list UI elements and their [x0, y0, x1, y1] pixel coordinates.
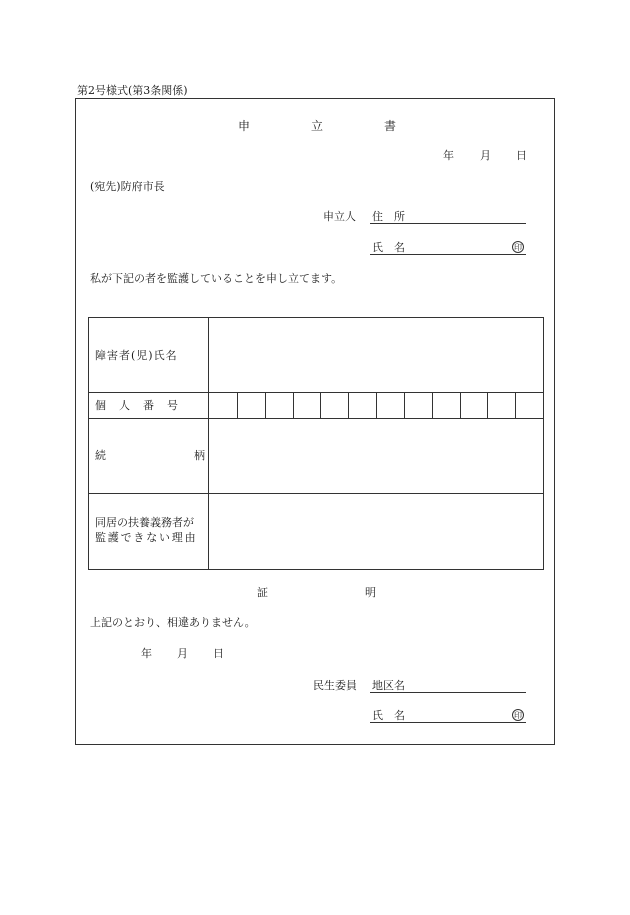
- date-day-label: 日: [516, 149, 527, 162]
- individual-number-digit-box[interactable]: [404, 393, 432, 418]
- title-char-2: 立: [311, 119, 324, 133]
- individual-number-digit-box[interactable]: [487, 393, 515, 418]
- certification-month-label: 月: [177, 647, 188, 660]
- certification-heading-char-2: 明: [365, 586, 376, 599]
- relationship-field[interactable]: [209, 419, 543, 493]
- row-label-reason-line-2: 監護できない理由: [95, 531, 198, 544]
- date-month-label: 月: [480, 149, 491, 162]
- info-table: [88, 317, 544, 570]
- row-label-name: 障害者(児)氏名: [95, 349, 178, 362]
- individual-number-digit-box[interactable]: [432, 393, 460, 418]
- title-char-1: 申: [238, 119, 251, 133]
- commissioner-name-line: [370, 722, 526, 723]
- individual-number-digit-box[interactable]: [348, 393, 376, 418]
- commissioner-role: 民生委員: [313, 679, 357, 692]
- district-line: [370, 692, 526, 693]
- certification-statement: 上記のとおり、相違ありません。: [90, 616, 256, 629]
- individual-number-digit-box[interactable]: [265, 393, 293, 418]
- reason-field[interactable]: [209, 494, 543, 569]
- certification-day-label: 日: [213, 647, 224, 660]
- statement: 私が下記の者を監護していることを申し立てます。: [90, 272, 343, 285]
- district-label: 地区名: [372, 679, 405, 692]
- individual-number-digit-box[interactable]: [515, 393, 543, 418]
- individual-number-digit-box[interactable]: [209, 393, 237, 418]
- commissioner-name-label: 氏 名: [372, 709, 405, 722]
- individual-number-digit-box[interactable]: [237, 393, 265, 418]
- addressee: (宛先)防府市長: [90, 180, 165, 193]
- commissioner-seal-icon: 印: [514, 711, 522, 720]
- title-char-3: 書: [384, 119, 397, 133]
- individual-number-digit-box[interactable]: [376, 393, 404, 418]
- individual-number-digit-box[interactable]: [293, 393, 321, 418]
- applicant-address-line: [370, 223, 526, 224]
- individual-number-digit-box[interactable]: [320, 393, 348, 418]
- certification-heading-char-1: 証: [257, 586, 268, 599]
- applicant-address-label: 住 所: [372, 210, 405, 223]
- applicant-name-label: 氏 名: [372, 241, 405, 254]
- applicant-role: 申立人: [323, 210, 356, 223]
- applicant-name-line: [370, 254, 526, 255]
- certification-year-label: 年: [141, 647, 152, 660]
- row-label-individual-number: 個人番号: [95, 399, 191, 412]
- date-year-label: 年: [443, 149, 454, 162]
- individual-number-digit-box[interactable]: [460, 393, 488, 418]
- applicant-seal-icon: 印: [514, 243, 522, 252]
- row-label-reason-line-1: 同居の扶養義務者が: [95, 516, 194, 529]
- row-label-relationship: 続柄: [95, 449, 205, 462]
- name-field[interactable]: [209, 318, 543, 392]
- form-number: 第2号様式(第3条関係): [77, 84, 188, 97]
